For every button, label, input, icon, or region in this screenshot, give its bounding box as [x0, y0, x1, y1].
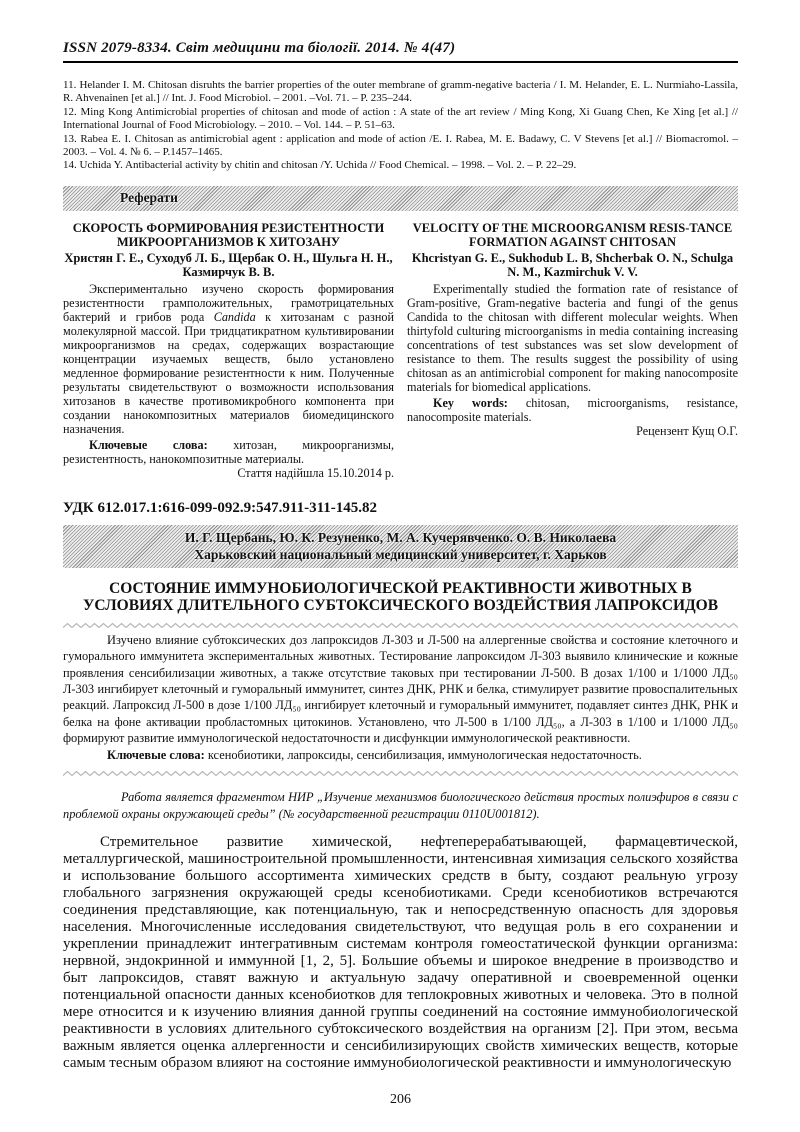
udk-code: УДК 612.017.1:616-099-092.9:547.911-311-145.82 — [63, 499, 378, 516]
abstract-ru-text-part: Экспериментально изучено скорость формирования резистентности грамположительных, грамотрицательных бактерий и грибов рода — [63, 281, 394, 324]
abstract-en-text: Experimentally studied the formation rate of resistance of Gram-positive, Gram-negative bacteria and fungi of the genus Candida to the chitosan with different molecular weights. When thirtyfold culturing microorganisms in media containing increasing concentrations of test substances was set slow development of resistance to them. The results suggest the possibility of using chitosan as an antimicrobial component for making nanocomposite materials for biomedical applications. — [407, 281, 738, 394]
journal-issn-header: ISSN 2079-8334. Світ медицини та біології. 2014. № 4(47) — [63, 40, 738, 63]
article-body-text: Стремительное развитие химической, нефтеперерабатывающей, фармацевтической, металлургической, машиностроительной промышленности, интенсивная химизация сельского хозяйства и использование большого ассортимента химических средств в быту, создают реальную угрозу глобального загрязнения окружающей среды ксенобиотиками. Среди ксенобиотиков встречаются соединения представляющие, как потенциальную, так и непосредственную опасность для здоровья населения. Многочисленные исследования свидетельствуют, что ведущая роль в его сохранении и укреплении принадлежит интегративным системам контроля гомеостатической функции организма: нервной, эндокринной и иммунной [1, 2, 5]. Большие объемы и широкое внедрение в производство и быт лапроксидов, ставят важную и актуальную задачу оперативной и своевременной оценки потенциальной опасности данных ксенобиотков для теплокровных животных и человека. Это в полной мере относится и к изучению влияния данной группы соединений на состояние иммунобиологической реактивности в условиях длительного субтоксического воздействия на организм [2]. При этом, весьма важным является оценка аллергенности и сенсибилизирующих свойств химических веществ, которые самым тесным образом влияют на состояние иммунобиологической реактивности и иммунологическую — [63, 834, 738, 1072]
received-date-line: Стаття надійшла 15.10.2014 р. — [237, 465, 394, 480]
page-number: 206 — [390, 1092, 411, 1108]
article-title: СОСТОЯНИЕ ИММУНОБИОЛОГИЧЕСКОЙ РЕАКТИВНОСТИ ЖИВОТНЫХ В УСЛОВИЯХ ДЛИТЕЛЬНОГО СУБТОКСИЧЕСКОГО ВОЗДЕЙСТВИЯ ЛАПРОКСИДОВ — [82, 579, 719, 615]
reviewer-line: Рецензент Кущ О.Г. — [636, 423, 738, 438]
keywords-label: Key words: — [433, 395, 508, 410]
nir-note: Работа является фрагментом НИР „Изучение механизмов биологического действия простых полиэфиров в связи с проблемой охраны окружающей среды” (№ государственной регистрации 0110U001812). — [63, 790, 738, 821]
reference-item: 13. Rabea E. I. Chitosan as antimicrobial agent : application and mode of action /E. I. Rabea, M. E. Badawy, C. V Stevens [et al.] // Biomacromol. – 2003. – Vol. 4. № 6. – P.1457–1465. — [63, 132, 738, 159]
abstract-en-authors: Khcristyan G. E., Sukhodub L. B, Shcherbak O. N., Schulga N. M., Kazmirchuk V. V. — [411, 250, 734, 280]
keywords-text: chitosan, microorganisms, resistance, nanocomposite materials. — [407, 395, 738, 424]
article-authors-bar — [63, 525, 738, 568]
keywords-text: хитозан, микроорганизмы, резистентность, нанокомпозитные материалы. — [63, 437, 394, 466]
abstract-en-column — [407, 221, 738, 480]
reference-item: 14. Uchida Y. Antibacterial activity by chitin and chitosan /Y. Uchida // Food Chemical. – 1998. – Vol. 2. – P. 22–29. — [63, 159, 577, 172]
section-title: Реферати — [120, 190, 178, 206]
section-bar-referaty — [63, 186, 738, 211]
zigzag-divider — [63, 622, 738, 629]
reference-item: 12. Ming Kong Antimicrobial properties of chitosan and mode of action : A state of the art review / Ming Kong, Xi Guang Chen, Ke Xing [et al.] // International Journal of Food Microbiology. – 2010. – Vol. 144. – P. 51–63. — [63, 105, 738, 132]
abstract-ru-authors: Христян Г. Е., Суходуб Л. Б., Щербак О. Н., Шульга Н. Н., Казмирчук В. В. — [64, 250, 393, 280]
abstract-en-title: VELOCITY OF THE MICROORGANISM RESIS-TANCE FORMATION AGAINST CHITOSAN — [412, 220, 733, 250]
keywords-text: ксенобиотики, лапроксиды, сенсибилизация, иммунологическая недостаточность. — [204, 747, 642, 762]
abstract-ru-title: СКОРОСТЬ ФОРМИРОВАНИЯ РЕЗИСТЕНТНОСТИ МИКРООРГАНИЗМОВ К ХИТОЗАНУ — [72, 220, 385, 250]
abstract-en-keywords — [407, 396, 738, 424]
references-list — [63, 79, 738, 173]
abstract-ru-text — [63, 282, 394, 436]
abstract-ru-text-part: к хитозанам с разной молекулярной массой. При тридцатикратном культивировании микроорганизмов на средах, содержащих возрастающие концентрации изучаемых веществ, было установлено медленное формирование резистентности к ним. Полученные результаты свидетельствуют о возможности использования хитозанов в качестве противомикробного компонента при создании нанокомпозитных материалов биомедицинского назначения. — [63, 309, 394, 436]
abstracts-columns — [63, 221, 738, 480]
abstract-ru-column — [63, 221, 394, 480]
article-abstract: Изучено влияние субтоксических доз лапроксидов Л-303 и Л-500 на аллергенные свойства и состояние клеточного и гуморального иммунитета экспериментальных животных. Тестирование лапроксидом Л-303 выявило клинические и кожные проявления сенсибилизации животных, а также отсутствие таковых при тестировании Л-500. В дозах 1/100 и 1/1000 ЛД₅₀ Л-303 ингибирует клеточный и гуморальный иммунитет, синтез ДНК, РНК и белка, стимулирует развитие провоспалительных реакций. Лапроксид Л-500 в дозе 1/100 ЛД₅₀ ингибирует клеточный и гуморальный иммунитет, подавляет синтез ДНК, РНК и белка на фоне активации пробластомных цитокинов. Установлено, что Л-500 в 1/100 ЛД₅₀, а Л-303 в 1/100 и 1/1000 ЛД₅₀ формируют развитие иммунологической недостаточности и дисфункции иммунологической реактивности. — [63, 632, 738, 746]
keywords-label: Ключевые слова: — [89, 437, 208, 452]
candida-italic: Candida — [213, 309, 256, 324]
article-authors: И. Г. Щербань, Ю. К. Резуненко, М. А. Кучерявченко. О. В. Николаева — [184, 529, 617, 545]
article-keywords — [63, 747, 738, 763]
reference-item: 11. Helander I. M. Chitosan disruhts the barrier properties of the outer membrane of gramm-negative bacteria / I. M. Helander, E. L. Nurmiaho-Lassila, R. Ahvenainen [et al.] // Int. J. Food Microbiol. – 2001. –Vol. 71. – P. 235–244. — [63, 79, 738, 105]
abstract-ru-keywords — [63, 438, 394, 466]
keywords-label: Ключевые слова: — [107, 747, 205, 762]
zigzag-divider — [63, 770, 738, 777]
article-affiliation: Харьковский национальный медицинский университет, г. Харьков — [194, 546, 607, 562]
